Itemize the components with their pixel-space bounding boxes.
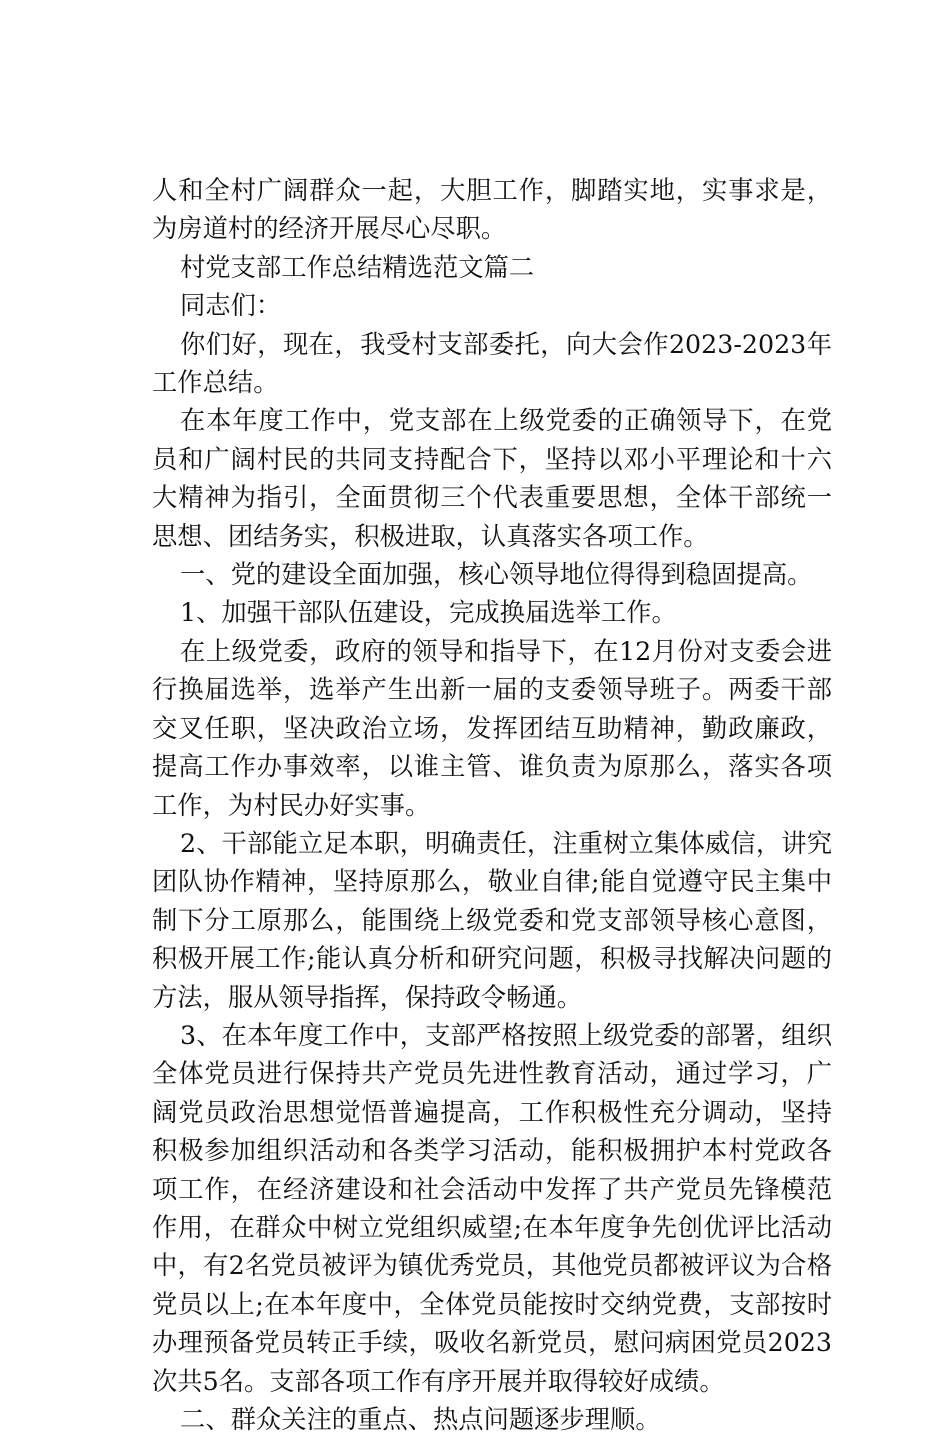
paragraph: 在本年度工作中，党支部在上级党委的正确领导下，在党员和广阔村民的共同支持配合下，坚持以邓小平理论和十六大精神为指引，全面贯彻三个代表重要思想，全体干部统一思想、团结务实，积极进取，认真落实各项工作。 <box>152 406 832 551</box>
paragraph: 2、干部能立足本职，明确责任，注重树立集体威信，讲究团队协作精神，坚持原那么，敬业自律;能自觉遵守民主集中制下分工原那么，能围绕上级党委和党支部领导核心意图，积极开展工作;能认真分析和研究问题，积极寻找解决问题的方法，服从领导指挥，保持政令畅通。 <box>152 828 832 1012</box>
paragraph: 3、在本年度工作中，支部严格按照上级党委的部署，组织全体党员进行保持共产党员先进性教育活动，通过学习，广阔党员政治思想觉悟普遍提高，工作积极性充分调动，坚持积极参加组织活动和各类学习活动，能积极拥护本村党政各项工作，在经济建设和社会活动中发挥了共产党员先锋模范作用，在群众中树立党组织威望;在本年度争先创优评比活动中，有2名党员被评为镇优秀党员，其他党员都被评议为合格党员以上;在本年度中，全体党员能按时交纳党费，支部按时办理预备党员转正手续，吸收名新党员，慰问病困党员2023次共5名。支部各项工作有序开展并取得较好成绩。 <box>152 1020 832 1396</box>
section-heading: 一、党的建设全面加强，核心领导地位得得到稳固提高。 <box>180 560 813 590</box>
document-body <box>152 172 832 1439</box>
paragraph: 人和全村广阔群众一起，大胆工作，脚踏实地，实事求是，为房道村的经济开展尽心尽职。 <box>152 176 832 244</box>
section-heading: 二、群众关注的重点、热点问题逐步理顺。 <box>180 1405 661 1434</box>
paragraph: 在上级党委，政府的领导和指导下，在12月份对支委会进行换届选举，选举产生出新一届的支委领导班子。两委干部交叉任职，坚决政治立场，发挥团结互助精神，勤政廉政，提高工作办事效率，以谁主管、谁负责为原那么，落实各项工作，为村民办好实事。 <box>152 636 832 820</box>
salutation: 同志们： <box>180 291 282 321</box>
paragraph: 你们好，现在，我受村支部委托，向大会作2023-2023年工作总结。 <box>152 329 832 398</box>
section-heading: 村党支部工作总结精选范文篇二 <box>180 252 535 282</box>
subsection-heading: 1、加强干部队伍建设，完成换届选举工作。 <box>180 598 677 628</box>
